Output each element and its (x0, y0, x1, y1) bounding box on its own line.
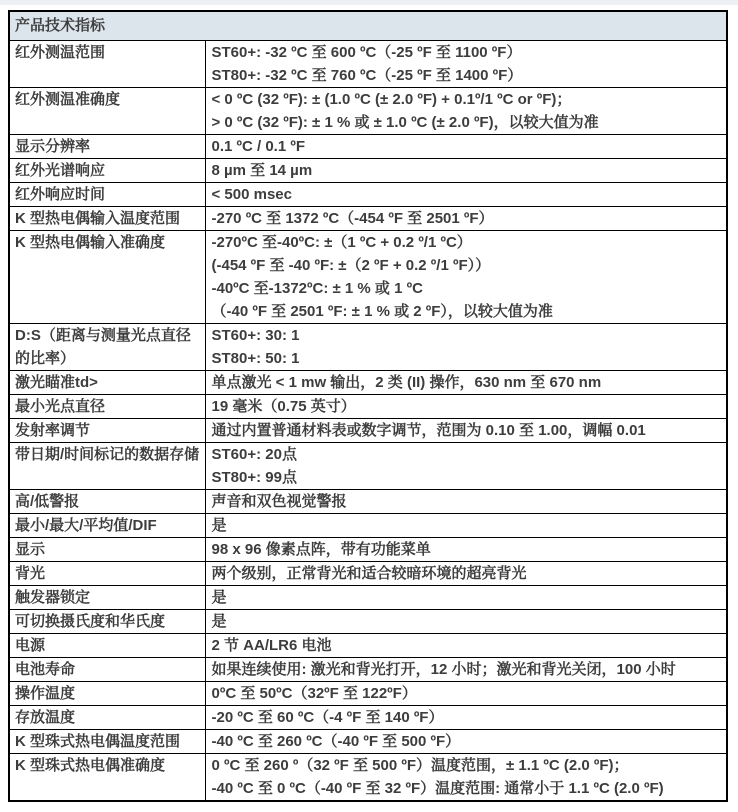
spec-value (205, 538, 727, 562)
spec-value-line: -40 ºC 至 260 ºC（-40 ºF 至 500 ºF） (211, 733, 461, 750)
spec-label: 触发器锁定 (9, 586, 205, 610)
spec-value-line: 两个级别，正常背光和适合较暗环境的超亮背光 (211, 565, 527, 582)
spec-value (205, 443, 727, 490)
spec-label: 高/低警报 (9, 490, 205, 514)
table-row (9, 371, 727, 395)
spec-value-line: ST60+: 30: 1 (211, 327, 300, 344)
spec-label: 可切换摄氏度和华氏度 (9, 610, 205, 634)
product-spec-table (8, 10, 728, 802)
spec-value-line: ST60+: 20点 (211, 446, 297, 463)
table-row (9, 395, 727, 419)
spec-label: 背光 (9, 562, 205, 586)
spec-label: K 型珠式热电偶温度范围 (9, 730, 205, 754)
spec-value-line: -40ºC 至-1372ºC: ± 1 % 或 1 ºC (211, 280, 423, 297)
table-row (9, 538, 727, 562)
spec-value-line: 通过内置普通材料表或数字调节，范围为 0.10 至 1.00，调幅 0.01 (211, 422, 646, 439)
table-row (9, 419, 727, 443)
spec-value-line: 19 毫米（0.75 英寸） (211, 398, 356, 415)
table-row (9, 324, 727, 371)
spec-label: 红外测温准确度 (9, 88, 205, 135)
spec-value (205, 610, 727, 634)
spec-value-line: (-454 ºF 至 -40 ºF: ±（2 ºF + 0.2 º/1 ºF）） (211, 257, 491, 274)
spec-value-line: 单点激光 < 1 mw 输出，2 类 (II) 操作，630 nm 至 670 nm (211, 374, 602, 391)
spec-label: 带日期/时间标记的数据存储 (9, 443, 205, 490)
table-row (9, 231, 727, 324)
spec-label: K 型珠式热电偶准确度 (9, 754, 205, 802)
spec-value-line: 98 x 96 像素点阵，带有功能菜单 (211, 541, 431, 558)
table-row (9, 754, 727, 802)
spec-value (205, 634, 727, 658)
spec-value-line: （-40 ºF 至 2501 ºF: ± 1 % 或 2 ºF），以较大值为准 (211, 303, 553, 320)
table-row (9, 443, 727, 490)
spec-label: 红外测温范围 (9, 41, 205, 88)
spec-label: K 型热电偶输入温度范围 (9, 207, 205, 231)
spec-value (205, 324, 727, 371)
spec-value-line: 是 (211, 589, 227, 606)
spec-value (205, 159, 727, 183)
spec-value (205, 135, 727, 159)
spec-value (205, 706, 727, 730)
spec-value (205, 231, 727, 324)
table-row (9, 586, 727, 610)
spec-value (205, 514, 727, 538)
table-row (9, 706, 727, 730)
spec-value (205, 490, 727, 514)
spec-value-line: 2 节 AA/LR6 电池 (211, 637, 332, 654)
spec-label: 最小/最大/平均值/DIF (9, 514, 205, 538)
spec-value-line: > 0 ºC (32 ºF): ± 1 % 或 ± 1.0 ºC (± 2.0 ºF)，以较大值为准 (211, 114, 599, 131)
table-row (9, 682, 727, 706)
spec-value-line: 是 (211, 613, 227, 630)
spec-value-line: ST80+: 50: 1 (211, 350, 300, 367)
spec-value-line: 声音和双色视觉警报 (211, 493, 347, 510)
table-row (9, 207, 727, 231)
spec-label: K 型热电偶输入准确度 (9, 231, 205, 324)
spec-value (205, 88, 727, 135)
spec-value (205, 562, 727, 586)
spec-value-line: ST60+: -32 ºC 至 600 ºC（-25 ºF 至 1100 ºF） (211, 44, 522, 61)
spec-label: 发射率调节 (9, 419, 205, 443)
spec-label: 红外光谱响应 (9, 159, 205, 183)
table-row (9, 634, 727, 658)
table-title: 产品技术指标 (9, 11, 727, 41)
table-row (9, 658, 727, 682)
spec-value (205, 682, 727, 706)
spec-value (205, 41, 727, 88)
spec-value (205, 371, 727, 395)
spec-value-line: 8 µm 至 14 µm (211, 162, 313, 179)
spec-value (205, 419, 727, 443)
table-row (9, 490, 727, 514)
spec-value (205, 730, 727, 754)
spec-value-line: ST80+: 99点 (211, 469, 297, 486)
spec-value-line: 是 (211, 517, 227, 534)
table-row (9, 562, 727, 586)
spec-label: D:S（距离与测量光点直径的比率） (9, 324, 205, 371)
table-row (9, 514, 727, 538)
spec-value-line: 0.1 ºC / 0.1 ºF (211, 138, 305, 155)
spec-value-line: < 500 msec (211, 186, 292, 203)
spec-label: 存放温度 (9, 706, 205, 730)
spec-label: 红外响应时间 (9, 183, 205, 207)
spec-value (205, 754, 727, 802)
table-row (9, 159, 727, 183)
spec-table-container (0, 5, 738, 812)
table-header-row (9, 11, 727, 41)
spec-value-line: -270 ºC 至 1372 ºC（-454 ºF 至 2501 ºF） (211, 210, 494, 227)
spec-value (205, 658, 727, 682)
spec-value-line: 0ºC 至 50ºC（32ºF 至 122ºF） (211, 685, 417, 702)
spec-label: 操作温度 (9, 682, 205, 706)
table-row (9, 135, 727, 159)
table-row (9, 610, 727, 634)
spec-value (205, 207, 727, 231)
spec-value-line: -270ºC 至-40ºC: ±（1 ºC + 0.2 º/1 ºC） (211, 234, 472, 251)
spec-value-line: ST80+: -32 ºC 至 760 ºC（-25 ºF 至 1400 ºF） (211, 67, 523, 84)
table-row (9, 88, 727, 135)
spec-label: 显示分辨率 (9, 135, 205, 159)
spec-value-line: < 0 ºC (32 ºF): ± (1.0 ºC (± 2.0 ºF) + 0.1º/1 ºC or ºF)； (211, 91, 572, 108)
spec-label: 显示 (9, 538, 205, 562)
spec-label: 激光瞄准td> (9, 371, 205, 395)
spec-value-line: -40 ºC 至 0 ºC（-40 ºF 至 32 ºF）温度范围: 通常小于 1.1 ºC (2.0 ºF) (211, 780, 664, 797)
spec-value (205, 586, 727, 610)
spec-value (205, 395, 727, 419)
spec-value-line: -20 ºC 至 60 ºC（-4 ºF 至 140 ºF） (211, 709, 444, 726)
spec-value (205, 183, 727, 207)
table-row (9, 183, 727, 207)
spec-label: 最小光点直径 (9, 395, 205, 419)
spec-label: 电池寿命 (9, 658, 205, 682)
spec-table-body (9, 11, 727, 801)
spec-value-line: 0 ºC 至 260 º（32 ºF 至 500 ºF）温度范围，± 1.1 ºC (2.0 ºF)； (211, 757, 629, 774)
table-row (9, 730, 727, 754)
spec-label: 电源 (9, 634, 205, 658)
table-row (9, 41, 727, 88)
spec-value-line: 如果连续使用: 激光和背光打开，12 小时；激光和背光关闭，100 小时 (211, 661, 676, 678)
